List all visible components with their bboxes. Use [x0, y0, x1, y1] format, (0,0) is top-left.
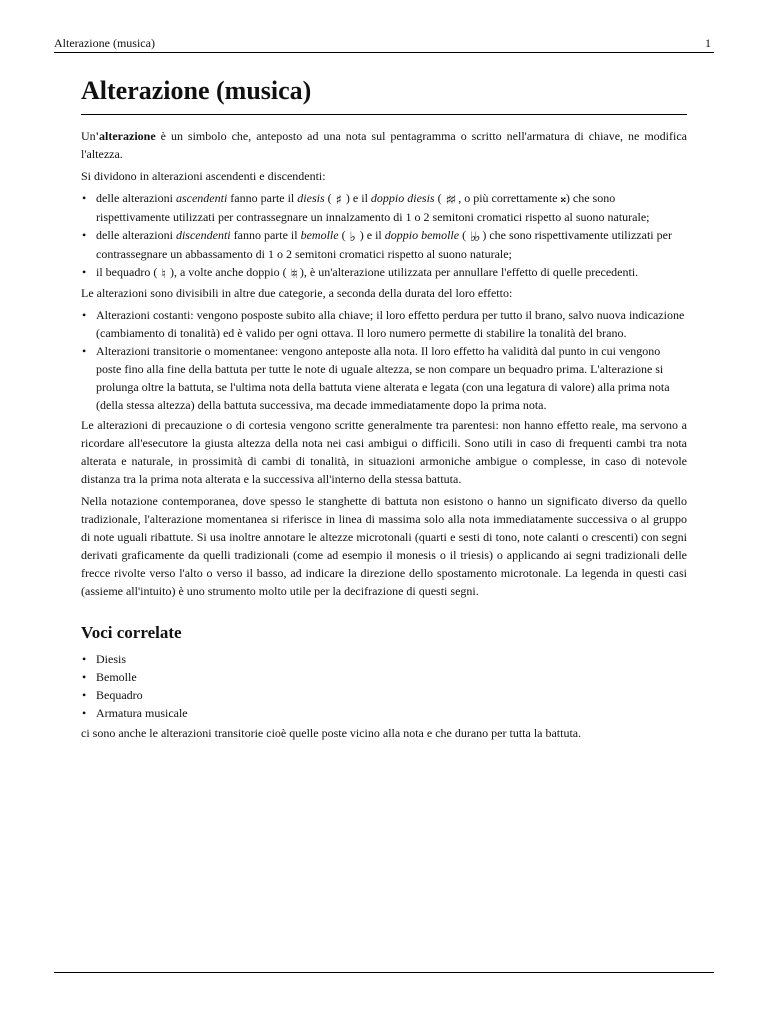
precaution-paragraph: Le alterazioni di precauzione o di cortesia vengono scritte generalmente tra parentesi: non hanno effetto reale, ma servono a ricordare all'esecutore la giusta altezza della nota nei casi ambigui o difficili. Sono utili in caso di frequenti cambi tra nota alterata e naturale, in prossimità di cambi di tonalità, in situazioni armoniche ambigue o complesse, in caso di notevole distanza tra la prima nota alterata e la successiva all'interno della stessa battuta. — [81, 418, 687, 486]
page-number: 1 — [705, 36, 711, 50]
double-sharp-icon: ♯♯ — [445, 193, 455, 208]
list-item: • Alterazioni costanti: vengono posposte subito alla chiave; il loro effetto perdura per tutto il brano, salvo nuova indicazione (cambiamento di tonalità) ed è valido per ogni ottava. Il loro numero permette di stabilire la tonalità del brano. — [81, 306, 687, 342]
running-title: Alterazione (musica) — [54, 36, 155, 50]
accidentals-list — [81, 189, 687, 282]
double-natural-icon: ♮♮ — [290, 267, 296, 282]
list-item: • delle alterazioni discendenti fanno parte il bemolle ( ♭ ) e il doppio bemolle ( ♭♭ ) che sono rispettivamente utilizzati per contrassegnare un abbassamento di 1 o 2 semitoni cromatici rispetto al suono naturale; — [81, 226, 687, 263]
double-sharp-x-icon: 𝄪 — [560, 191, 566, 205]
natural-icon: ♮ — [161, 267, 166, 282]
related-link-diesis[interactable]: • Diesis — [81, 650, 687, 668]
related-link-armatura[interactable]: • Armatura musicale — [81, 704, 687, 722]
intro-term: 'alterazione — [95, 129, 156, 143]
page-title: Alterazione (musica) — [81, 76, 687, 115]
division-intro: Si dividono in alterazioni ascendenti e discendenti: — [81, 169, 326, 183]
categories-intro: Le alterazioni sono divisibili in altre due categorie, a seconda della durata del loro effetto: — [81, 286, 513, 300]
intro-paragraph: Un'alterazione è un simbolo che, anteposto ad una nota sul pentagramma o scritto nell'armatura di chiave, ne modifica l'altezza. — [81, 129, 687, 161]
double-flat-icon: ♭♭ — [470, 230, 479, 245]
closing-paragraph: ci sono anche le alterazioni transitorie cioè quelle poste vicino alla nota e che durano per tutta la battuta. — [81, 726, 582, 740]
related-list — [81, 650, 687, 722]
flat-icon: ♭ — [349, 230, 356, 245]
footer-rule — [54, 972, 714, 973]
related-link-bequadro[interactable]: • Bequadro — [81, 686, 687, 704]
article-body — [81, 76, 687, 746]
list-item: • Alterazioni transitorie o momentanee: vengono anteposte alla nota. Il loro effetto ha validità dal punto in cui vengono poste fino alla fine della battuta per tutte le note di uguale altezza, se non compare un bequadro prima. L'alterazione si prolunga oltre la battuta, se l'ultima nota della battuta viene alterata e legata (con una legatura di valore) alla prima nota (della stessa altezza) della battuta successiva, ma decade immediatamente dopo la prima nota. — [81, 342, 687, 414]
running-header — [54, 36, 714, 53]
related-link-bemolle[interactable]: • Bemolle — [81, 668, 687, 686]
categories-list — [81, 306, 687, 414]
list-item: • delle alterazioni ascendenti fanno parte il diesis ( ♯ ) e il doppio diesis ( ♯♯ , o più correttamente 𝄪) che sono rispettivamente utilizzati per contrassegnare un innalzamento di 1 o 2 semitoni cromatici rispetto al suono naturale; — [81, 189, 687, 226]
related-heading: Voci correlate — [81, 623, 182, 642]
contemporary-paragraph: Nella notazione contemporanea, dove spesso le stanghette di battuta non esistono o hanno un significato diverso da quello tradizionale, l'alterazione momentanea si riferisce in linea di massima solo alla nota immediatamente successiva o al gruppo di note uguali ribattute. Si usa inoltre annotare le altezze microtonali (quarti e sesti di tono, note calanti o crescenti) con segni derivati graficamente da quelli tradizionali (come ad esempio il monesis o il triesis) o applicando ai segni tradizionali delle frecce rivolte verso l'alto o verso il basso, ad indicare la direzione dello spostamento microtonale. La legenda in questi casi (assieme all'intuito) è uno strumento molto utile per la decifrazione di questi segni. — [81, 494, 687, 598]
sharp-icon: ♯ — [335, 193, 342, 208]
list-item: • il bequadro ( ♮ ), a volte anche doppio ( ♮♮ ), è un'alterazione utilizzata per annullare l'effetto di quelle precedenti. — [81, 263, 687, 282]
